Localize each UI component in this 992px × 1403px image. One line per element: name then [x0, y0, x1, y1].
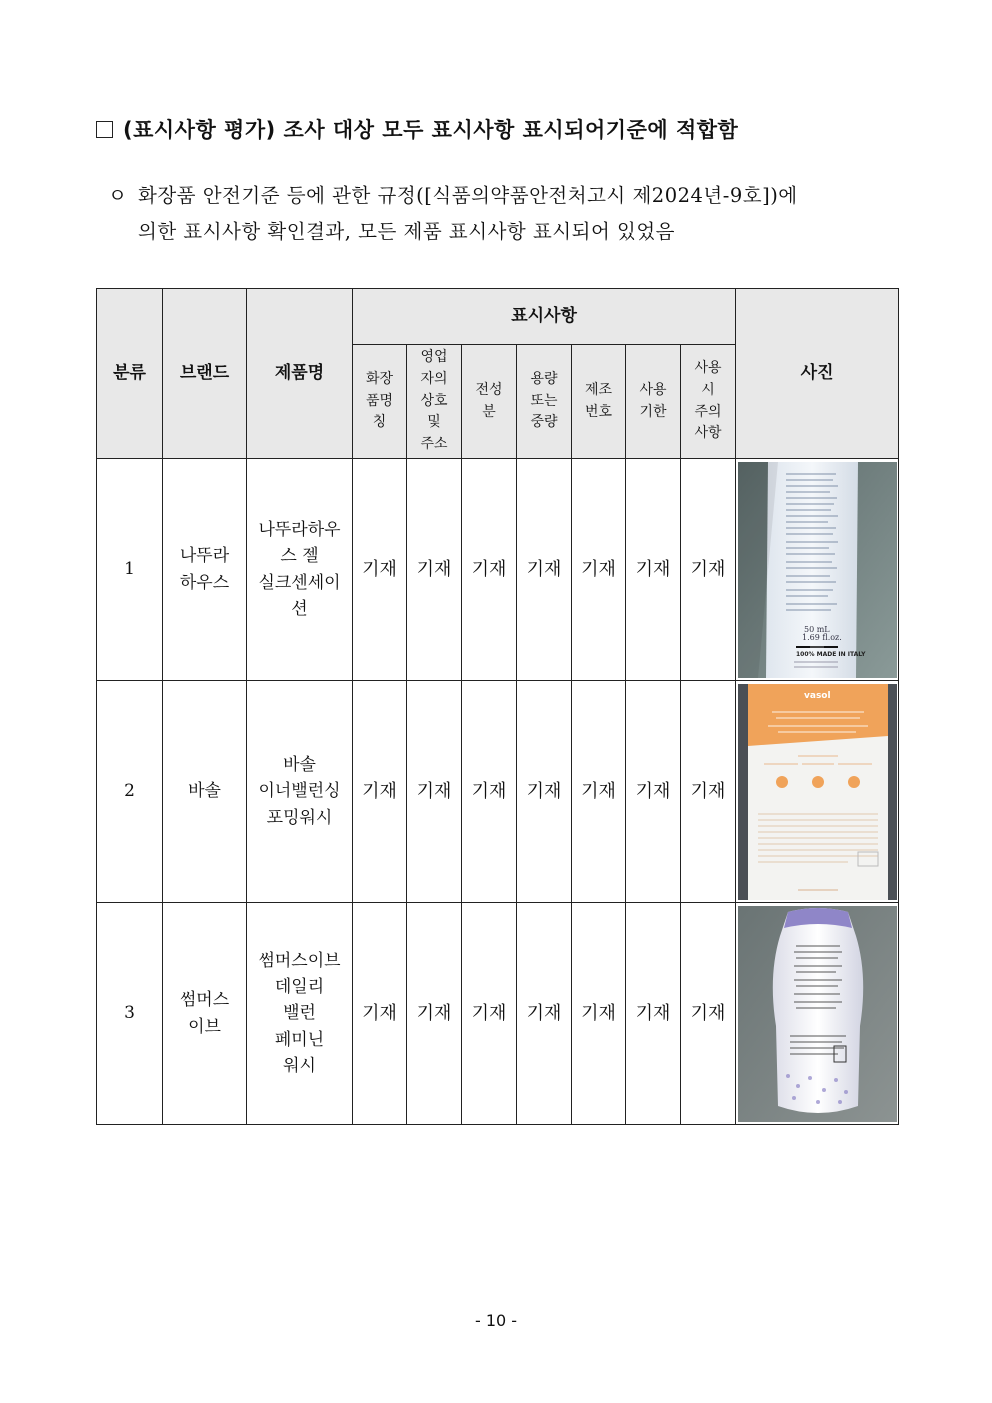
subheader-cell	[681, 345, 736, 459]
mark-cell: 기재	[681, 681, 736, 903]
mark-cell: 기재	[407, 681, 462, 903]
mark-cell: 기재	[626, 459, 681, 681]
mark-cell: 기재	[572, 459, 626, 681]
subheader-cell	[462, 345, 517, 459]
product-cell	[247, 681, 353, 903]
mark-cell: 기재	[353, 903, 407, 1125]
cell-line: 나뚜라	[179, 546, 230, 567]
table-row	[97, 681, 899, 903]
cell-line: 포밍워시	[266, 807, 333, 828]
cell-line: 중량	[530, 414, 558, 431]
photo-text: 100% MADE IN ITALY	[795, 650, 866, 658]
cell-line: 썸머스	[179, 990, 230, 1011]
section-heading-text: (표시사항 평가) 조사 대상 모두 표시사항 표시되어기준에 적합함	[123, 118, 739, 142]
header-brand: 브랜드	[163, 289, 247, 459]
subheader-cell	[407, 345, 462, 459]
photo-cell	[736, 681, 899, 903]
subheader-cell	[517, 345, 572, 459]
cell-line: 페미닌	[274, 1029, 325, 1050]
cell-line: 사용	[639, 381, 667, 398]
photo-cell	[736, 903, 899, 1125]
photo-text: vasol	[803, 690, 831, 701]
cell-line: 시	[701, 381, 715, 398]
mark-cell: 기재	[462, 903, 517, 1125]
subheader-cell	[572, 345, 626, 459]
mark-cell: 기재	[353, 459, 407, 681]
bullet-marker: ㅇ	[108, 184, 128, 207]
table-row	[97, 459, 899, 681]
mark-cell: 기재	[626, 903, 681, 1125]
cell-line: 칭	[372, 414, 387, 431]
product-photo-2-image	[738, 684, 897, 900]
cell-line: 실크센세이	[258, 572, 341, 593]
cell-line: 주소	[420, 436, 448, 453]
cell-line: 용량	[530, 370, 558, 387]
cell-line: 바솔	[188, 781, 221, 802]
photo-cell	[736, 459, 899, 681]
cell-line: 밸런	[283, 1003, 316, 1024]
mark-cell: 기재	[572, 681, 626, 903]
mark-cell: 기재	[681, 903, 736, 1125]
product-cell	[247, 903, 353, 1125]
subheader-cell	[626, 345, 681, 459]
cell-line: 상호	[420, 392, 448, 409]
cell-line: 바솔	[283, 754, 316, 775]
cell-line: 스 젤	[280, 546, 319, 567]
mark-cell: 기재	[407, 459, 462, 681]
photo-text: 1.69 fl.oz.	[801, 632, 842, 642]
header-product: 제품명	[247, 289, 353, 459]
cell-line: 전성	[475, 381, 503, 398]
header-photo: 사진	[736, 289, 899, 459]
cell-line: 또는	[530, 392, 558, 409]
product-photo-3-image	[738, 906, 897, 1122]
product-photo-1-image	[738, 462, 897, 678]
header-labeling: 표시사항	[353, 289, 736, 345]
row-number: 1	[97, 459, 163, 681]
mark-cell: 기재	[517, 681, 572, 903]
cell-line: 품명	[365, 392, 394, 409]
product-cell	[247, 459, 353, 681]
subheader-cell	[353, 345, 407, 459]
cell-line: 썸머스이브	[258, 950, 341, 971]
cell-line: 이너밸런싱	[258, 781, 341, 802]
product-photo-2	[738, 684, 897, 900]
product-photo-1	[738, 462, 897, 678]
bullet-text-1: 화장품 안전기준 등에 관한 규정([식품의약품안전처고시 제2024년-9호])에	[138, 184, 798, 207]
brand-cell	[163, 903, 247, 1125]
cell-line: 사용	[694, 360, 722, 377]
table-row	[97, 903, 899, 1125]
checkbox-square-icon	[96, 121, 113, 138]
cell-line: 데일리	[274, 976, 325, 997]
mark-cell: 기재	[462, 681, 517, 903]
mark-cell: 기재	[626, 681, 681, 903]
section-heading	[96, 114, 738, 144]
mark-cell: 기재	[517, 903, 572, 1125]
cell-line: 및	[427, 414, 441, 431]
cell-line: 제조	[584, 381, 613, 398]
photo-text: 50 mL	[803, 624, 830, 634]
bullet-line-2: 의한 표시사항 확인결과, 모든 제품 표시사항 표시되어 있었음	[138, 220, 676, 243]
cell-line: 주의	[694, 403, 722, 420]
product-photo-3	[738, 906, 897, 1122]
row-number: 3	[97, 903, 163, 1125]
brand-cell	[163, 681, 247, 903]
mark-cell: 기재	[517, 459, 572, 681]
row-number: 2	[97, 681, 163, 903]
header-category: 분류	[97, 289, 163, 459]
cell-line: 사항	[694, 425, 722, 442]
mark-cell: 기재	[462, 459, 517, 681]
cell-line: 기한	[639, 403, 667, 420]
mark-cell: 기재	[353, 681, 407, 903]
brand-cell	[163, 459, 247, 681]
mark-cell: 기재	[572, 903, 626, 1125]
page-number: - 10 -	[474, 1311, 518, 1330]
cell-line: 나뚜라하우	[258, 519, 341, 540]
cell-line: 분	[482, 403, 496, 420]
cell-line: 션	[291, 598, 308, 619]
cell-line: 화장	[365, 370, 394, 387]
bullet-line-1	[108, 180, 798, 208]
mark-cell: 기재	[407, 903, 462, 1125]
mark-cell: 기재	[681, 459, 736, 681]
cell-line: 워시	[283, 1056, 316, 1077]
cell-line: 번호	[584, 403, 613, 420]
cell-line: 하우스	[179, 572, 230, 593]
labeling-table	[96, 288, 899, 1125]
cell-line: 자의	[420, 370, 448, 387]
cell-line: 이브	[188, 1016, 221, 1037]
cell-line: 영업	[420, 349, 448, 366]
